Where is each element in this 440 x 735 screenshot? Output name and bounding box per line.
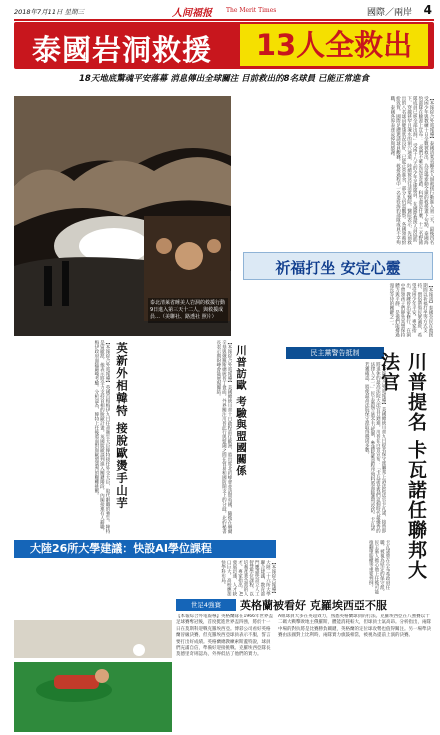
- issue-date: 2018年7月11日 星期三: [14, 8, 85, 16]
- trump-continued-text: 卡瓦諾曾在小布希政府任職，被視為堅定的保守派。民主黨人擔心他上任後可能推翻墮胎權等重要判例。: [368, 540, 390, 594]
- trump-europe-headline: 川普訪歐 考驗與盟國關係: [235, 345, 247, 477]
- pray-box-title: 祈福打坐 安定心靈: [275, 259, 401, 277]
- worldcup-photo: [14, 620, 172, 732]
- lead-body-text: 【本報綜合外電報導】泰國清萊省睡美人洞救援行動進入第三天，最後四名受困少年與教練十日全數被救出，為這場牽動全球的救援畫下句點。泰國海豹部隊在臉書上宣布：「我們不確定這是奇蹟、科學還是什麼，十三名野豬隊成員已經全部出洞。」受困十八天的少年足球隊員，在國際救援人員協助下，穿越狹窄且淹水的洞穴通道，陸續被送往清萊醫院。醫院表示，先前救出的八名球員健康狀況良好，已能正常進食，部分人仍需觀察。各國領袖紛紛致賀，國際足總邀請球員觀賽。救援過程中一名退役海豹部隊成員不幸殉職，泰國各界表達哀悼與感謝。: [389, 96, 434, 245]
- pray-box: [243, 252, 433, 280]
- masthead-bar: [14, 4, 434, 18]
- trump-kicker: 民主黨警告抵制: [286, 347, 384, 359]
- lead-headline-highlight: 13人全救出: [240, 24, 428, 66]
- trump-europe-text: 【本報綜合外電報導】美國總統川普十日啟程前往歐洲，將出席北約峰會並訪問英國，隨後在赫爾辛基與俄羅斯總統普丁會面。外界關注川普此行與盟國之間在貿易和國防開支上的分歧。北約秘書長表示期盼峰會能展現團結。: [215, 340, 232, 534]
- worldcup-tag: 世足4強賽: [176, 599, 236, 611]
- newspaper-logo: 人间福报: [172, 8, 212, 19]
- page-number: 4: [423, 3, 432, 17]
- pray-box-text: 【本報訊】泰國全民在救援期間以祈福打坐等方式支持，僧侶帶領民眾誦經，希望受困少年平安。專家指出，教練曾出家修行，在洞中帶領孩子們靜坐冥想保持體力與平靜，是他們能撐過漫長等待的關鍵之一。: [388, 283, 433, 337]
- lead-deck: 18天地底驚魂平安落幕 消息傳出全球關注 目前救出的8名球員 已能正常進食: [78, 74, 370, 84]
- section-name: 國際／兩岸: [366, 8, 412, 18]
- newspaper-logo-english: The Merit Times: [226, 7, 277, 14]
- trump-body-text: 【本報綜合外電報導】美國總統川普九日提名保守派聯邦上訴法院法官卡瓦諾，接替即將退休的最高法院大法官甘迺迪。川普在白宮宣布：「卡瓦諾是我們這個時代最優秀的法律人之一。」民主黨揚言將全力抵制，參議院確認程序預料將面臨激烈攻防。卡瓦諾若獲確認，將使最高法院保守派取得穩固多數。: [364, 362, 386, 533]
- lead-headline-banner: [14, 22, 434, 69]
- education-body-text: 【本報綜合報導】大陸二十六所大學聯合建議，教育部門應盡快設立人工智慧學位課程，以培養產業急需的人才。專家指出，AI發展迅速，人才缺口巨大，高校應加快學科布局。: [220, 560, 276, 596]
- photo-caption: 泰北清萊省睡美人岩洞的救援行動9日進入第三天十二人，與救援成員…（美聯社、路透社 照片）: [148, 298, 228, 323]
- lead-headline: 泰國岩洞救援: [32, 33, 213, 67]
- worldcup-headline: 英格蘭被看好 克羅埃西亞不服: [240, 599, 387, 612]
- education-band-headline: 大陸26所大學建議：快設AI學位課程: [14, 540, 276, 558]
- worldcup-body-text-1: 【本報綜合外電報導】英格蘭隊在1966年世界盃足球賽奪冠後，首度挺進世界盃四強，將於十一日在莫斯科迎戰克羅埃西亞。博彩公司看好英格蘭晉級決賽，但克羅埃西亞球員表示不服，誓言要打出好成績。英格蘭總教練索斯蓋特說，球員們充滿自信，準備好迎接挑戰。克羅埃西亞隊長莫德里奇則認為，外界低估了他們的實力。: [176, 614, 273, 658]
- trump-headline: 川普提名 卡瓦諾任聯邦大法官: [378, 352, 427, 580]
- worldcup-body-text-2: A組球員大多在英超效力，熟悉英格蘭球員的打法。克羅埃西亞在八強賽以十二碼大戰擊敗地主俄羅斯，體能消耗較大，但球員士氣高昂。分析指出，兩隊中場的對抗將是比賽勝負關鍵，英格蘭的定位球攻勢也值得關注。另一場準決賽由法國對上比利時，兩隊實力旗鼓相當，被視為提前上演的決賽。: [278, 614, 431, 639]
- header-rule: [14, 19, 434, 21]
- uk-headline: 英新外相韓特 接脫歐燙手山芋: [115, 342, 129, 510]
- uk-body-text: 【本報綜合外電報導】英國首相梅伊九日任命衛生大臣韓特接任外交大臣，取代辭職的強生。韓特是留歐派，他表示將全力支持首相的脫歐計畫。英國脫歐談判進入關鍵階段，內閣接連有人辭職，梅伊政府面臨嚴峻考驗。分析認為，韓特上任後將面對與歐盟談判的艱難挑戰。: [93, 340, 110, 534]
